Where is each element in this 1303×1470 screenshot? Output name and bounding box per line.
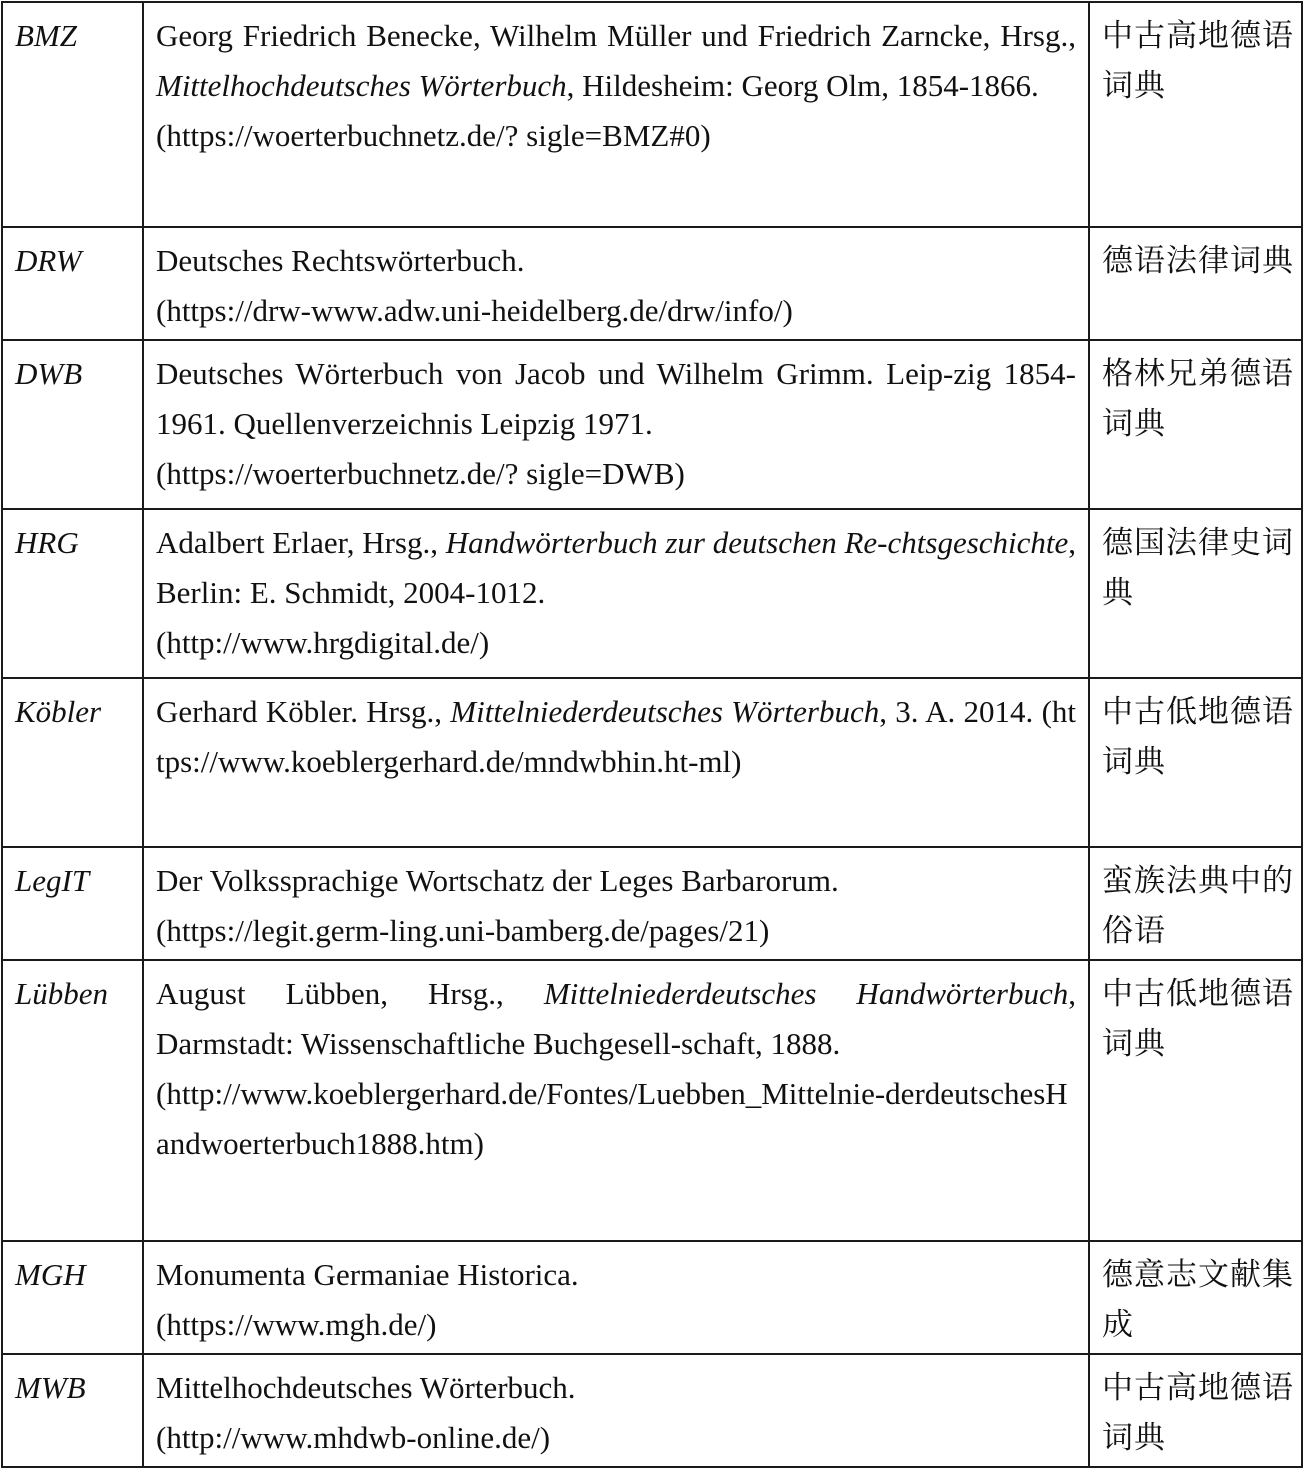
reference-text: Deutsches Rechtswörterbuch. [156,243,525,278]
chinese-translation-cell: 德国法律史词典 [1089,509,1302,678]
chinese-translation-cell: 德意志文献集成 [1089,1241,1302,1354]
reference-cell [143,1354,1089,1467]
reference-url: (https://www.koeblergerhard.de/mndwbhin.ht-ml) [156,694,1076,779]
reference-cell [143,227,1089,340]
reference-text: Mittelhochdeutsches Wörterbuch. [156,1370,576,1405]
chinese-translation-cell: 中古低地德语词典 [1089,960,1302,1241]
reference-cell [143,847,1089,960]
reference-text: Georg Friedrich Benecke, Wilhelm Müller und Friedrich Zarncke, Hrsg., [156,18,1076,53]
reference-url: (https://woerterbuchnetz.de/? sigle=BMZ#0) [156,118,711,153]
table-row [2,509,1302,678]
reference-url: (https://drw-www.adw.uni-heidelberg.de/drw/info/) [156,293,793,328]
chinese-translation-cell: 中古高地德语词典 [1089,1354,1302,1467]
reference-title: Mittelniederdeutsches Wörterbuch [450,694,880,729]
chinese-translation-cell: 格林兄弟德语词典 [1089,340,1302,509]
reference-url: (http://www.hrgdigital.de/) [156,625,490,660]
abbreviation-cell: BMZ [2,2,143,227]
abbreviation-cell: LegIT [2,847,143,960]
reference-title: Mittelniederdeutsches Handwörterbuch [543,976,1069,1011]
abbreviation-cell: MGH [2,1241,143,1354]
abbreviation-cell: MWB [2,1354,143,1467]
table-row [2,1241,1302,1354]
reference-text: Der Volkssprachige Wortschatz der Leges Barbarorum. [156,863,839,898]
reference-cell [143,960,1089,1241]
reference-text: Gerhard Köbler. Hrsg., [156,694,443,729]
reference-cell [143,678,1089,847]
abbreviation-cell: Lübben [2,960,143,1241]
reference-url: (http://www.mhdwb-online.de/) [156,1420,551,1455]
abbreviation-cell: Köbler [2,678,143,847]
reference-text: , Berlin: E. Schmidt, 2004-1012. [156,525,1077,610]
abbreviation-cell: HRG [2,509,143,678]
reference-cell [143,2,1089,227]
abbreviation-cell: DWB [2,340,143,509]
table-row [2,678,1302,847]
reference-text: Deutsches Wörterbuch von Jacob und Wilhelm Grimm. Leip-zig 1854-1961. Quellenverzeichnis Leipzig 1971. [156,356,1076,441]
table-row [2,1354,1302,1467]
reference-url: (https://www.mgh.de/) [156,1307,437,1342]
table-row [2,847,1302,960]
abbreviation-table [1,1,1303,1468]
chinese-translation-cell: 中古高地德语词典 [1089,2,1302,227]
reference-cell [143,340,1089,509]
reference-title: Handwörterbuch zur deutschen Re-chtsgeschichte [445,525,1069,560]
chinese-translation-cell: 中古低地德语词典 [1089,678,1302,847]
reference-text: , Hildesheim: Georg Olm, 1854-1866. [566,68,1039,103]
reference-url: (https://legit.germ-ling.uni-bamberg.de/pages/21) [156,913,770,948]
reference-text: , Darmstadt: Wissenschaftliche Buchgesell-schaft, 1888. [156,976,1077,1061]
abbreviation-cell: DRW [2,227,143,340]
reference-url: (https://woerterbuchnetz.de/? sigle=DWB) [156,456,685,491]
reference-cell [143,509,1089,678]
table-row [2,960,1302,1241]
reference-cell [143,1241,1089,1354]
chinese-translation-cell: 德语法律词典 [1089,227,1302,340]
reference-text: Adalbert Erlaer, Hrsg., [156,525,438,560]
table-row [2,340,1302,509]
chinese-translation-cell: 蛮族法典中的俗语 [1089,847,1302,960]
reference-url: (http://www.koeblergerhard.de/Fontes/Luebben_Mittelnie-derdeutschesHandwoerterbuch1888.htm) [156,1076,1068,1161]
reference-text: Monumenta Germaniae Historica. [156,1257,579,1292]
table-row [2,227,1302,340]
table-row [2,2,1302,227]
reference-title: Mittelhochdeutsches Wörterbuch [156,68,567,103]
reference-text: August Lübben, Hrsg., [156,976,504,1011]
reference-text: , 3. A. 2014. [879,694,1034,729]
